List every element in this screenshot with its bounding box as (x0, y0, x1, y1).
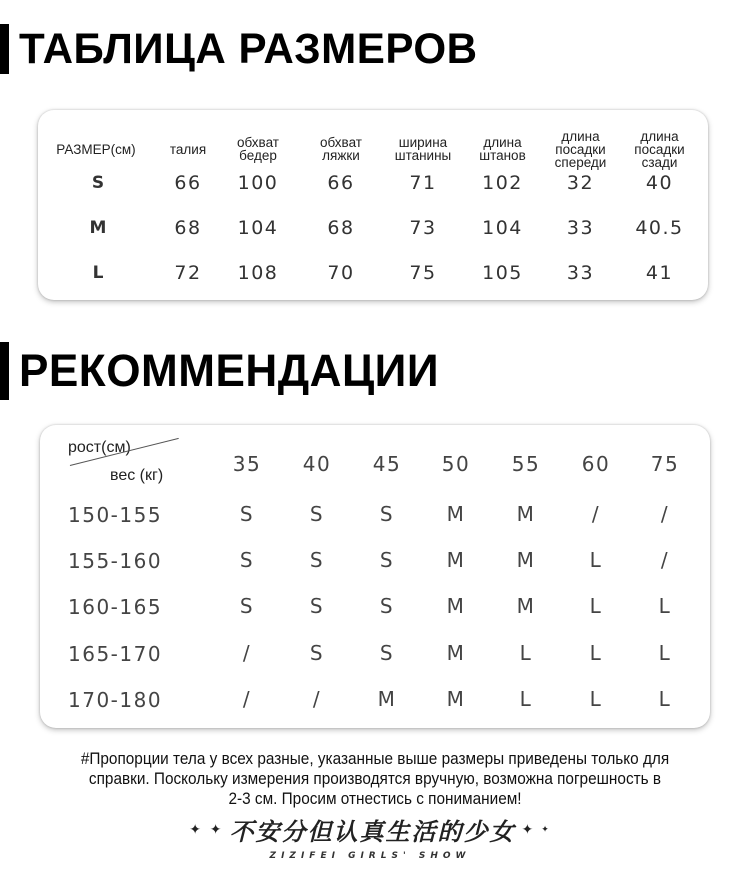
weight-header: 75 (650, 452, 680, 476)
cell-front-rise: 33 (566, 262, 595, 284)
size-cell: S (309, 641, 325, 665)
cell-leg-opening: 75 (409, 262, 437, 284)
note-line: 2-3 см. Просим отнестись с пониманием! (228, 790, 522, 808)
cell-back-rise: 40 (645, 172, 674, 194)
cell-front-rise: 32 (566, 172, 595, 194)
brand-logo (130, 812, 610, 861)
weight-header: 60 (581, 452, 611, 476)
size-chart-table (38, 110, 708, 300)
height-range-label: 165-170 (68, 642, 163, 666)
size-cell: L (658, 594, 672, 618)
size-cell: / (242, 687, 252, 711)
cell-thigh: 66 (327, 172, 355, 194)
size-row-s (38, 168, 708, 198)
note-line: #Пропорции тела у всех разные, указанные выше размеры приведены только для (80, 750, 670, 768)
recommendations-heading (0, 342, 448, 400)
header-line: ширина (398, 135, 448, 150)
table-corner-header (40, 425, 200, 495)
cell-leg-opening: 73 (409, 217, 437, 239)
note-line: справки. Поскольку измерения производятся вручную, возможна погрешность в (88, 770, 662, 788)
size-chart-title: ТАБЛИЦА РАЗМЕРОВ (19, 24, 478, 73)
size-cell: S (309, 502, 325, 526)
size-label: M (89, 218, 107, 238)
recommendations-table (40, 425, 710, 728)
cell-thigh: 68 (327, 217, 355, 239)
size-cell: / (312, 687, 322, 711)
brand-slogan: 不安分但认真生活的少女 (229, 818, 516, 846)
cell-waist: 66 (174, 172, 202, 194)
header-line: бедер (239, 148, 277, 163)
size-cell: S (239, 502, 255, 526)
size-cell: S (309, 594, 325, 618)
cell-back-rise: 41 (645, 262, 674, 284)
weight-header: 45 (372, 452, 402, 476)
size-row-m (38, 213, 708, 243)
weight-header: 50 (441, 452, 471, 476)
size-cell: S (379, 594, 395, 618)
size-cell: M (516, 502, 536, 526)
size-cell: S (379, 502, 395, 526)
sparkle-icon: ✦ (541, 824, 551, 835)
header-line: посадки (555, 141, 606, 157)
sparkle-icon: ✦ ✦ (189, 821, 224, 838)
header-line: длина (483, 135, 522, 150)
cell-length: 104 (482, 217, 523, 239)
size-cell: M (516, 594, 536, 618)
cell-hips: 108 (237, 262, 279, 284)
size-cell: M (446, 641, 466, 665)
height-range-label: 160-165 (68, 595, 163, 619)
header-line: посадки (634, 141, 685, 157)
brand-subtitle: ZIZIFEI GIRLS' SHOW (269, 851, 471, 861)
header-line: ляжки (322, 148, 360, 163)
size-chart-heading (0, 24, 487, 74)
sparkle-icon: ✦ (521, 821, 536, 838)
header-line: штанины (394, 148, 452, 163)
cell-length: 105 (482, 262, 523, 284)
size-cell: S (239, 594, 255, 618)
size-cell: / (591, 502, 601, 526)
size-cell: S (379, 548, 395, 572)
recommendations-title: РЕКОММЕНДАЦИИ (19, 345, 440, 396)
cell-waist: 72 (174, 262, 202, 284)
size-cell: M (377, 687, 397, 711)
cell-back-rise: 40.5 (635, 217, 684, 239)
disclaimer-note (47, 749, 704, 809)
height-axis-label: рост(см) (68, 439, 131, 456)
size-cell: / (660, 502, 670, 526)
size-label: S (91, 173, 105, 193)
size-cell: S (239, 548, 255, 572)
header-line: спереди (554, 154, 607, 170)
header-line: талия (169, 141, 207, 157)
weight-axis-label: вес (кг) (110, 467, 164, 484)
cell-hips: 100 (237, 172, 279, 194)
size-cell: S (309, 548, 325, 572)
size-cell: S (379, 641, 395, 665)
size-cell: M (446, 548, 466, 572)
header-line: обхват (237, 135, 279, 150)
size-cell: L (658, 687, 672, 711)
size-row-l (38, 258, 708, 288)
heading-accent-bar (0, 342, 9, 400)
size-cell: L (658, 641, 672, 665)
header-line: РАЗМЕР(см) (56, 141, 136, 157)
header-line: длина (561, 128, 600, 144)
size-cell: L (589, 687, 603, 711)
height-range-label: 170-180 (68, 688, 163, 712)
size-cell: / (660, 548, 670, 572)
cell-hips: 104 (237, 217, 279, 239)
size-cell: L (519, 641, 533, 665)
cell-leg-opening: 71 (409, 172, 437, 194)
height-range-label: 150-155 (68, 503, 163, 527)
size-cell: L (519, 687, 533, 711)
size-cell: / (242, 641, 252, 665)
size-cell: M (446, 502, 466, 526)
height-range-label: 155-160 (68, 549, 163, 573)
weight-header: 55 (511, 452, 541, 476)
cell-front-rise: 33 (566, 217, 595, 239)
header-line: обхват (320, 135, 362, 150)
size-cell: L (589, 594, 603, 618)
size-cell: M (516, 548, 536, 572)
size-cell: M (446, 687, 466, 711)
size-cell: M (446, 594, 466, 618)
weight-header: 40 (302, 452, 332, 476)
header-line: длина (640, 128, 679, 144)
cell-waist: 68 (174, 217, 202, 239)
cell-length: 102 (482, 172, 523, 194)
brand-slogan-row (130, 812, 610, 847)
header-line: сзади (641, 154, 678, 170)
heading-accent-bar (0, 24, 9, 74)
cell-thigh: 70 (327, 262, 355, 284)
header-line: штанов (479, 148, 526, 163)
weight-header: 35 (232, 452, 262, 476)
size-cell: L (589, 548, 603, 572)
size-cell: L (589, 641, 603, 665)
size-label: L (92, 263, 104, 283)
